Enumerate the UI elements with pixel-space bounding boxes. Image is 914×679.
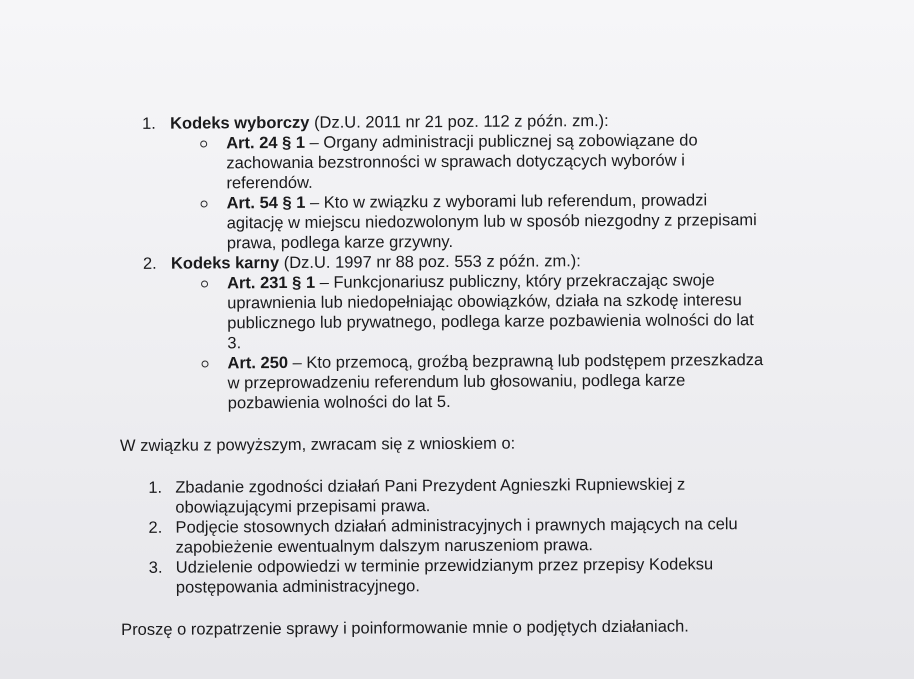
legal-basis-number: 2. — [142, 254, 157, 273]
article-body — [227, 270, 767, 353]
code-title: Kodeks wyborczy — [170, 113, 310, 133]
document-content — [118, 110, 821, 640]
circle-bullet-icon — [202, 360, 209, 367]
legal-basis-list — [118, 110, 820, 414]
legal-basis-item — [119, 250, 820, 414]
request-number: 2. — [148, 518, 163, 537]
article-body — [226, 190, 766, 253]
request-text: Udzielenie odpowiedzi w terminie przewidzianym przez przepisy Kodeksu postępowania administracyjnego. — [175, 555, 714, 597]
circle-bullet-icon — [201, 200, 208, 207]
request-text: Zbadanie zgodności działań Pani Prezydent Agnieszki Rupniewskiej z obowiązującymi przepisami prawa. — [175, 475, 686, 517]
request-text: Podjęcie stosownych działań administracyjnych i prawnych mających na celu zapobieżenie ewentualnym dalszym naruszeniom prawa. — [175, 515, 738, 557]
article-ref: Art. 250 — [227, 353, 289, 373]
code-title: Kodeks karny — [170, 254, 280, 273]
article-text: – Kto w związku z wyborami lub referendum, prowadzi agitację w miejscu niedozwolonym lub w sposób niezgodny z przepisami prawa, podlega karze grzywny. — [226, 191, 757, 253]
article-body — [227, 350, 767, 413]
code-citation: (Dz.U. 1997 nr 88 poz. 553 z późn. zm.): — [279, 252, 581, 273]
circle-bullet-icon — [201, 280, 208, 287]
article-text: – Kto przemocą, groźbą bezprawną lub podstępem przeszkadza w przeprowadzeniu referendum lub głosowaniu, podlega karze pozbawienia wolności do lat 5. — [227, 351, 764, 413]
legal-basis-number: 1. — [142, 114, 156, 133]
article-ref: Art. 231 § 1 — [226, 273, 316, 293]
article-ref: Art. 24 § 1 — [226, 133, 306, 153]
closing-sentence: Proszę o rozpatrzenie sprawy i poinformowanie mnie o podjętych działaniach. — [121, 617, 689, 639]
legal-basis-item — [118, 110, 819, 254]
circle-bullet-icon — [200, 140, 207, 147]
code-citation: (Dz.U. 2011 nr 21 poz. 112 z późn. zm.): — [309, 112, 609, 132]
article-ref: Art. 54 § 1 — [226, 193, 306, 213]
article-body — [226, 130, 766, 193]
request-intro: W związku z powyższym, zwracam się z wnioskiem o: — [119, 434, 516, 455]
article-item — [170, 190, 766, 254]
request-item — [120, 474, 795, 518]
article-item — [170, 130, 766, 194]
article-text: – Organy administracji publicznej są zobowiązane do zachowania bezstronności w sprawach dotyczących wyborów i referendów. — [226, 131, 698, 193]
article-item — [171, 350, 767, 414]
request-number: 1. — [148, 478, 163, 497]
article-list — [171, 270, 820, 414]
request-number: 3. — [148, 558, 163, 577]
request-item — [121, 554, 796, 598]
request-list — [120, 474, 821, 598]
article-list — [170, 130, 819, 254]
article-item — [171, 270, 767, 354]
request-item — [120, 514, 795, 558]
article-text: – Funkcjonariusz publiczny, który przekraczając swoje uprawnienia lub niedopełniając obowiązków, działa na szkodę interesu publicznego lub prywatnego, podlega karze pozbawienia wolności do lat 3. — [227, 271, 754, 353]
